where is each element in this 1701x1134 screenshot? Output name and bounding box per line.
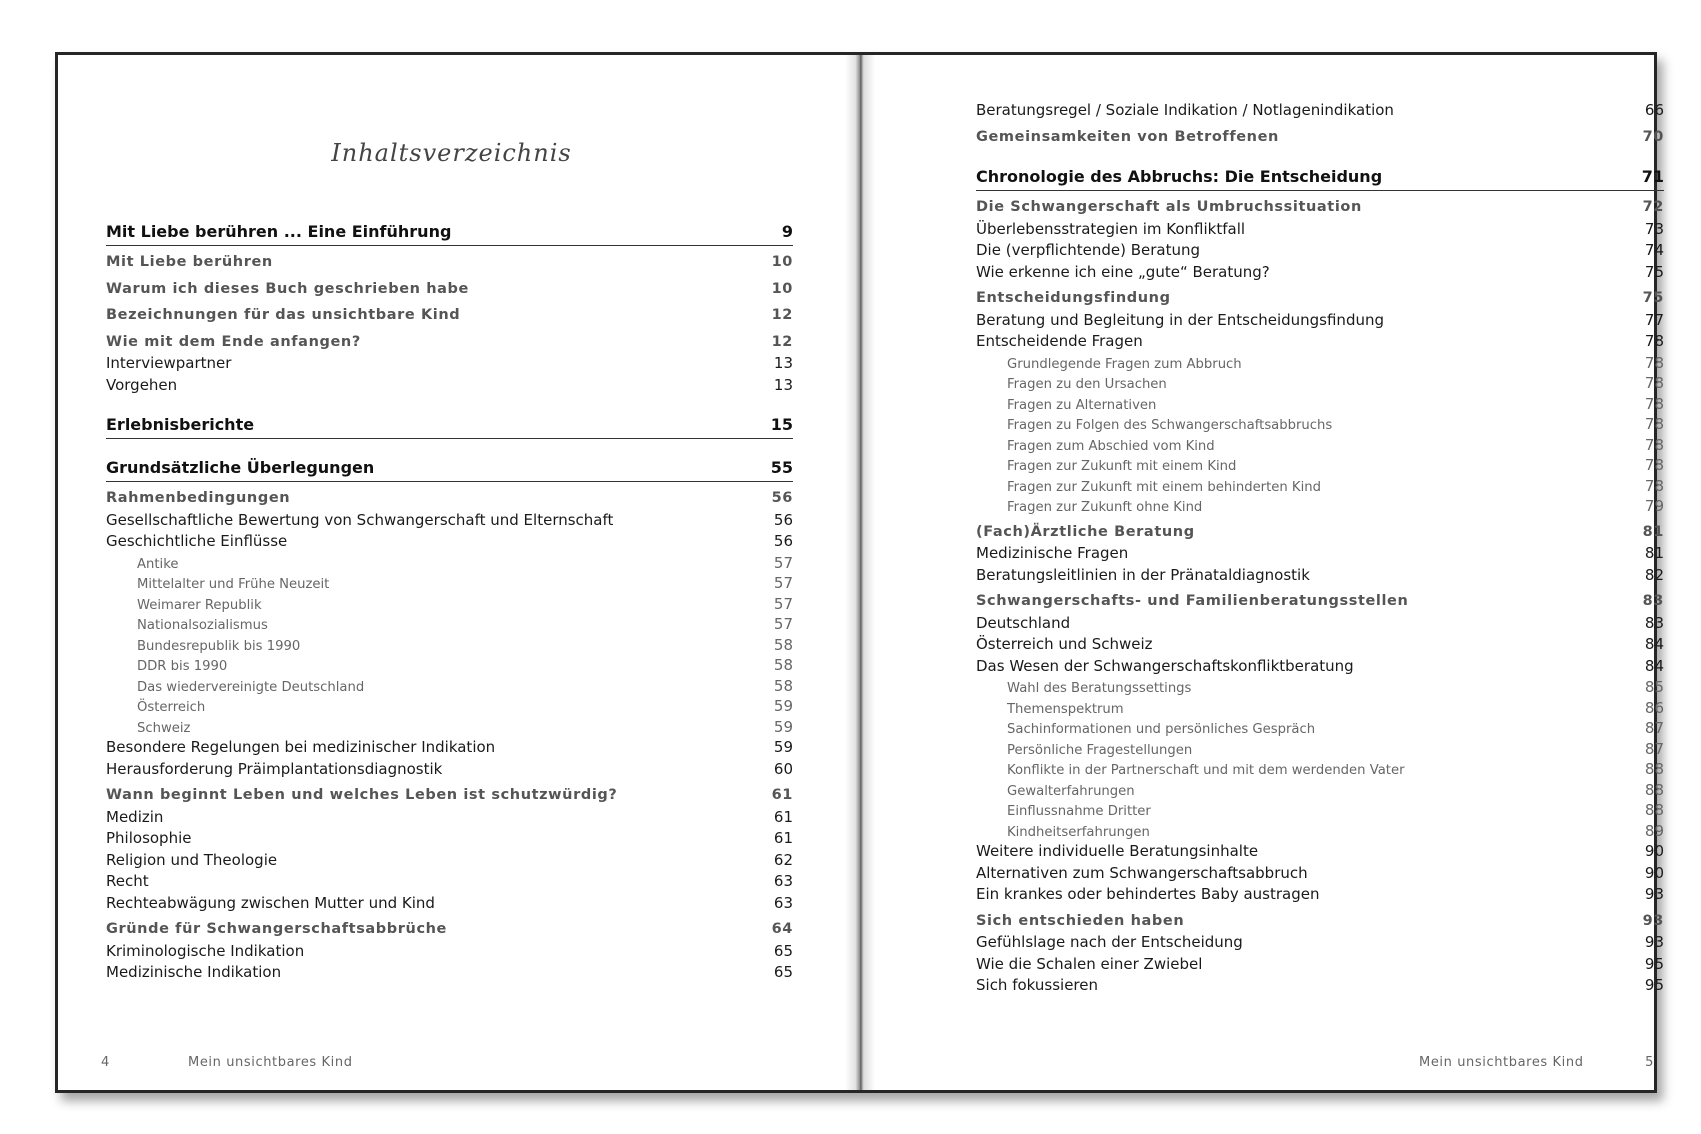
toc-page-number: 78 [1644,456,1664,474]
toc-sub-row [106,573,793,594]
toc-section-row [976,911,1664,933]
right-running-head: Mein unsichtbares Kind [1419,1055,1584,1070]
toc-entry-title: Herausforderung Präimplantationsdiagnostik [106,759,443,778]
toc-page-number: 88 [1644,760,1664,778]
toc-entry-title: Wann beginnt Leben und welches Leben ist schutzwürdig? [106,787,618,803]
toc-page-number: 95 [1644,954,1664,973]
toc-section-row [976,288,1664,310]
toc-page-number: 78 [1644,332,1664,350]
toc-section-row [106,252,793,274]
book-spread [55,52,1664,1093]
toc-sub-row [976,414,1664,435]
toc-entry-title: Gewalterfahrungen [1007,783,1135,799]
toc-page-number: 75 [1644,262,1664,281]
toc-entry-title: Medizinische Indikation [106,963,282,981]
toc-page-number: 78 [1644,415,1664,433]
toc-entry-row [976,262,1664,284]
toc-entry-title: Fragen zu den Ursachen [1007,377,1167,392]
toc-entry-title: Ein krankes oder behindertes Baby austragen [976,885,1320,903]
toc-page-number: 88 [1644,780,1664,799]
toc-page-number: 63 [773,872,793,890]
toc-entry-row [106,531,793,553]
toc-entry-title: Gefühlslage nach der Entscheidung [976,933,1243,951]
toc-entry-title: Wie die Schalen einer Zwiebel [976,954,1203,973]
toc-entry-title: Weimarer Republik [137,597,262,613]
toc-page-number: 56 [773,510,793,529]
toc-entry-title: Wahl des Beratungssettings [1007,681,1192,696]
toc-sub-row [106,696,793,717]
toc-entry-title: Die (verpflichtende) Beratung [976,241,1201,259]
toc-entry-row [106,828,793,850]
toc-entry-title: Chronologie des Abbruchs: Die Entscheidung [976,167,1383,186]
toc-page-number: 12 [771,333,793,350]
toc-entry-title: Nationalsozialismus [137,618,268,633]
toc-page-number: 57 [773,615,793,633]
toc-sub-row [106,614,793,635]
toc-page-number: 13 [773,354,793,372]
toc-entry-title: Schweiz [137,720,191,736]
toc-chapter-row [106,219,793,246]
toc-entry-row [976,884,1664,906]
toc-page-number: 85 [1644,678,1664,696]
toc-entry-title: Das wiedervereinigte Deutschland [137,679,365,695]
toc-page-number: 10 [771,280,793,297]
toc-page-number: 57 [773,553,793,572]
toc-section-row [106,332,793,354]
toc-page-number: 93 [1642,912,1664,929]
toc-entry-row [976,954,1664,976]
toc-entry-title: Sich entschieden haben [976,912,1185,929]
toc-entry-title: Interviewpartner [106,354,232,372]
right-page-number: 5 [1645,1055,1654,1070]
toc-entry-title: Medizin [106,807,164,826]
toc-entry-title: Fragen zur Zukunft mit einem Kind [1007,459,1237,474]
toc-entry-title: Gründe für Schwangerschaftsabbrüche [106,921,447,937]
toc-entry-row [976,310,1664,332]
toc-page-number: 78 [1644,374,1664,392]
left-running-head: Mein unsichtbares Kind [188,1055,353,1070]
toc-page-number: 77 [1644,310,1664,329]
toc-entry-title: Die Schwangerschaft als Umbruchssituation [976,199,1362,215]
toc-entry-title: Konflikte in der Partnerschaft und mit dem werdenden Vater [1007,763,1405,778]
toc-sub-row [976,821,1664,842]
toc-entry-title: Bundesrepublik bis 1990 [137,638,301,654]
toc-section-row [106,785,793,807]
toc-section-row [106,279,793,301]
toc-entry-title: Beratung und Begleitung in der Entscheidungsfindung [976,310,1384,329]
toc-entry-row [106,737,793,759]
toc-entry-title: Sich fokussieren [976,976,1098,994]
toc-entry-row [976,932,1664,954]
toc-entry-row [976,841,1664,863]
toc-entry-title: Mit Liebe berühren [106,254,273,270]
toc-sub-row [976,496,1664,517]
toc-page-number: 72 [1642,199,1664,215]
toc-entry-row [976,240,1664,262]
toc-page-number: 58 [773,676,793,695]
toc-page-number: 71 [1641,167,1664,186]
toc-sub-row [106,676,793,697]
toc-section-row [106,919,793,941]
toc-page-number: 57 [773,574,793,592]
toc-sub-row [976,373,1664,394]
toc-section-row [976,127,1664,149]
toc-entry-title: Fragen zum Abschied vom Kind [1007,438,1215,454]
toc-entry-row [106,850,793,872]
toc-page-number: 90 [1644,863,1664,882]
toc-page-number: 59 [773,697,793,715]
toc-page-number: 93 [1644,933,1664,951]
toc-chapter-row [976,164,1664,191]
toc-sub-row [106,635,793,656]
toc-entry-row [976,863,1664,885]
toc-entry-title: Antike [137,556,179,572]
toc-entry-title: Fragen zu Folgen des Schwangerschaftsabbruchs [1007,418,1333,433]
toc-entry-row [976,565,1664,587]
toc-entry-row [106,893,793,915]
toc-entry-title: Alternativen zum Schwangerschaftsabbruch [976,863,1308,882]
toc-page-number: 83 [1644,613,1664,632]
toc-section-row [106,488,793,510]
toc-entry-title: Grundlegende Fragen zum Abbruch [1007,356,1242,372]
toc-page-number: 79 [1644,497,1664,515]
toc-entry-title: Vorgehen [106,375,178,394]
toc-entry-title: Österreich [137,700,206,715]
toc-entry-title: Das Wesen der Schwangerschaftskonfliktberatung [976,656,1354,675]
toc-page-number: 78 [1644,476,1664,495]
toc-page-number: 73 [1644,219,1664,238]
toc-entry-title: Beratungsleitlinien in der Pränataldiagnostik [976,565,1310,584]
book-gutter [845,55,875,1090]
toc-section-row [976,522,1664,544]
left-page-number: 4 [101,1055,110,1070]
toc-entry-row [976,613,1664,635]
right-toc-list [976,100,1664,997]
toc-entry-title: Mit Liebe berühren ... Eine Einführung [106,222,452,241]
toc-entry-title: Recht [106,872,149,890]
toc-sub-row [106,655,793,676]
toc-page-number: 74 [1644,241,1664,259]
toc-section-row [106,305,793,327]
toc-sub-row [976,353,1664,374]
toc-page-number: 95 [1644,976,1664,994]
toc-entry-title: Fragen zu Alternativen [1007,397,1157,413]
toc-entry-title: Kindheitserfahrungen [1007,824,1150,840]
toc-entry-title: Themenspektrum [1007,701,1124,717]
toc-entry-title: Gesellschaftliche Bewertung von Schwangerschaft und Elternschaft [106,510,614,529]
toc-entry-title: Religion und Theologie [106,850,278,869]
toc-entry-title: Medizinische Fragen [976,544,1129,562]
toc-page-number: 66 [1644,101,1664,119]
toc-page-number: 78 [1644,435,1664,454]
toc-page-number: 63 [773,893,793,912]
toc-page-number: 75 [1642,290,1664,306]
toc-entry-title: Warum ich dieses Buch geschrieben habe [106,280,469,297]
toc-page-number: 81 [1642,523,1664,540]
toc-title: Inhaltsverzeichnis [331,139,572,167]
toc-sub-row [976,780,1664,801]
toc-chapter-row [106,455,793,482]
toc-section-row [976,591,1664,613]
right-page [875,55,1664,1090]
toc-sub-row [976,739,1664,760]
toc-page-number: 61 [773,807,793,826]
toc-page-number: 88 [1644,801,1664,819]
toc-page-number: 15 [770,415,793,434]
toc-page-number: 10 [771,254,793,270]
toc-entry-title: Fragen zur Zukunft mit einem behinderten Kind [1007,479,1321,495]
toc-page-number: 56 [771,490,793,506]
toc-entry-title: Grundsätzliche Überlegungen [106,458,375,477]
toc-entry-title: Erlebnisberichte [106,415,255,434]
toc-entry-title: Persönliche Fragestellungen [1007,742,1193,758]
toc-entry-title: Schwangerschafts- und Familienberatungsstellen [976,593,1409,609]
toc-entry-row [106,759,793,781]
toc-sub-row [976,698,1664,719]
toc-page-number: 65 [773,941,793,960]
toc-entry-row [106,353,793,375]
toc-page-number: 65 [773,963,793,981]
toc-page-number: 84 [1644,635,1664,653]
toc-page-number: 83 [1642,593,1664,609]
toc-entry-title: Geschichtliche Einflüsse [106,532,288,550]
toc-entry-title: Wie mit dem Ende anfangen? [106,333,361,350]
toc-entry-title: Bezeichnungen für das unsichtbare Kind [106,307,461,323]
toc-page-number: 81 [1644,544,1664,562]
toc-entry-title: Rahmenbedingungen [106,490,291,506]
toc-page-number: 62 [773,850,793,869]
toc-entry-title: Entscheidende Fragen [976,332,1143,350]
toc-entry-row [976,543,1664,565]
toc-entry-title: Kriminologische Indikation [106,941,305,960]
toc-sub-row [976,394,1664,415]
toc-page-number: 64 [771,921,793,937]
toc-entry-row [106,871,793,893]
toc-entry-title: Rechteabwägung zwischen Mutter und Kind [106,893,435,912]
left-page [58,55,845,1090]
toc-sub-row [106,717,793,738]
toc-entry-row [976,656,1664,678]
toc-page-number: 86 [1644,698,1664,717]
toc-sub-row [976,476,1664,497]
toc-entry-title: Österreich und Schweiz [976,635,1153,653]
toc-entry-row [106,941,793,963]
toc-page-number: 90 [1644,842,1664,860]
toc-entry-title: Fragen zur Zukunft ohne Kind [1007,500,1203,515]
toc-sub-row [106,594,793,615]
toc-entry-title: DDR bis 1990 [137,659,228,674]
toc-page-number: 9 [781,222,793,241]
toc-page-number: 70 [1642,128,1664,145]
toc-entry-title: Sachinformationen und persönliches Gespräch [1007,722,1316,737]
toc-sub-row [976,759,1664,780]
toc-entry-title: (Fach)Ärztliche Beratung [976,523,1195,540]
toc-page-number: 84 [1644,656,1664,675]
toc-page-number: 13 [773,375,793,394]
toc-entry-title: Beratungsregel / Soziale Indikation / Notlagenindikation [976,101,1394,119]
toc-page-number: 87 [1644,739,1664,758]
toc-entry-title: Wie erkenne ich eine „gute“ Beratung? [976,262,1270,281]
toc-entry-row [976,100,1664,122]
toc-page-number: 61 [771,787,793,803]
toc-section-row [976,197,1664,219]
toc-page-number: 61 [773,829,793,847]
toc-sub-row [976,435,1664,456]
left-toc-list [106,219,793,984]
toc-page-number: 82 [1644,565,1664,584]
toc-page-number: 58 [773,656,793,674]
toc-entry-title: Gemeinsamkeiten von Betroffenen [976,128,1279,145]
toc-page-number: 78 [1644,394,1664,413]
toc-page-number: 87 [1644,719,1664,737]
toc-entry-title: Besondere Regelungen bei medizinischer Indikation [106,738,496,756]
toc-entry-row [106,807,793,829]
toc-page-number: 55 [770,458,793,477]
toc-entry-row [976,975,1664,997]
toc-page-number: 57 [773,594,793,613]
toc-entry-row [976,219,1664,241]
toc-page-number: 59 [773,717,793,736]
toc-page-number: 93 [1644,885,1664,903]
toc-sub-row [976,677,1664,698]
toc-page-number: 58 [773,635,793,654]
toc-page-number: 89 [1644,821,1664,840]
toc-page-number: 56 [773,532,793,550]
toc-chapter-row [106,412,793,439]
toc-sub-row [976,455,1664,476]
toc-entry-row [976,634,1664,656]
toc-page-number: 12 [771,307,793,323]
toc-sub-row [976,718,1664,739]
toc-entry-title: Deutschland [976,613,1071,632]
toc-page-number: 78 [1644,353,1664,372]
toc-entry-title: Philosophie [106,829,192,847]
toc-entry-title: Weitere individuelle Beratungsinhalte [976,842,1259,860]
toc-sub-row [106,553,793,574]
toc-entry-title: Überlebensstrategien im Konfliktfall [976,219,1246,238]
toc-sub-row [976,800,1664,821]
toc-entry-row [106,510,793,532]
toc-entry-row [106,375,793,397]
toc-entry-title: Einflussnahme Dritter [1007,804,1151,819]
toc-entry-row [976,331,1664,353]
toc-entry-row [106,962,793,984]
toc-page-number: 59 [773,738,793,756]
toc-page-number: 60 [773,759,793,778]
toc-entry-title: Mittelalter und Frühe Neuzeit [137,577,330,592]
toc-entry-title: Entscheidungsfindung [976,290,1171,306]
